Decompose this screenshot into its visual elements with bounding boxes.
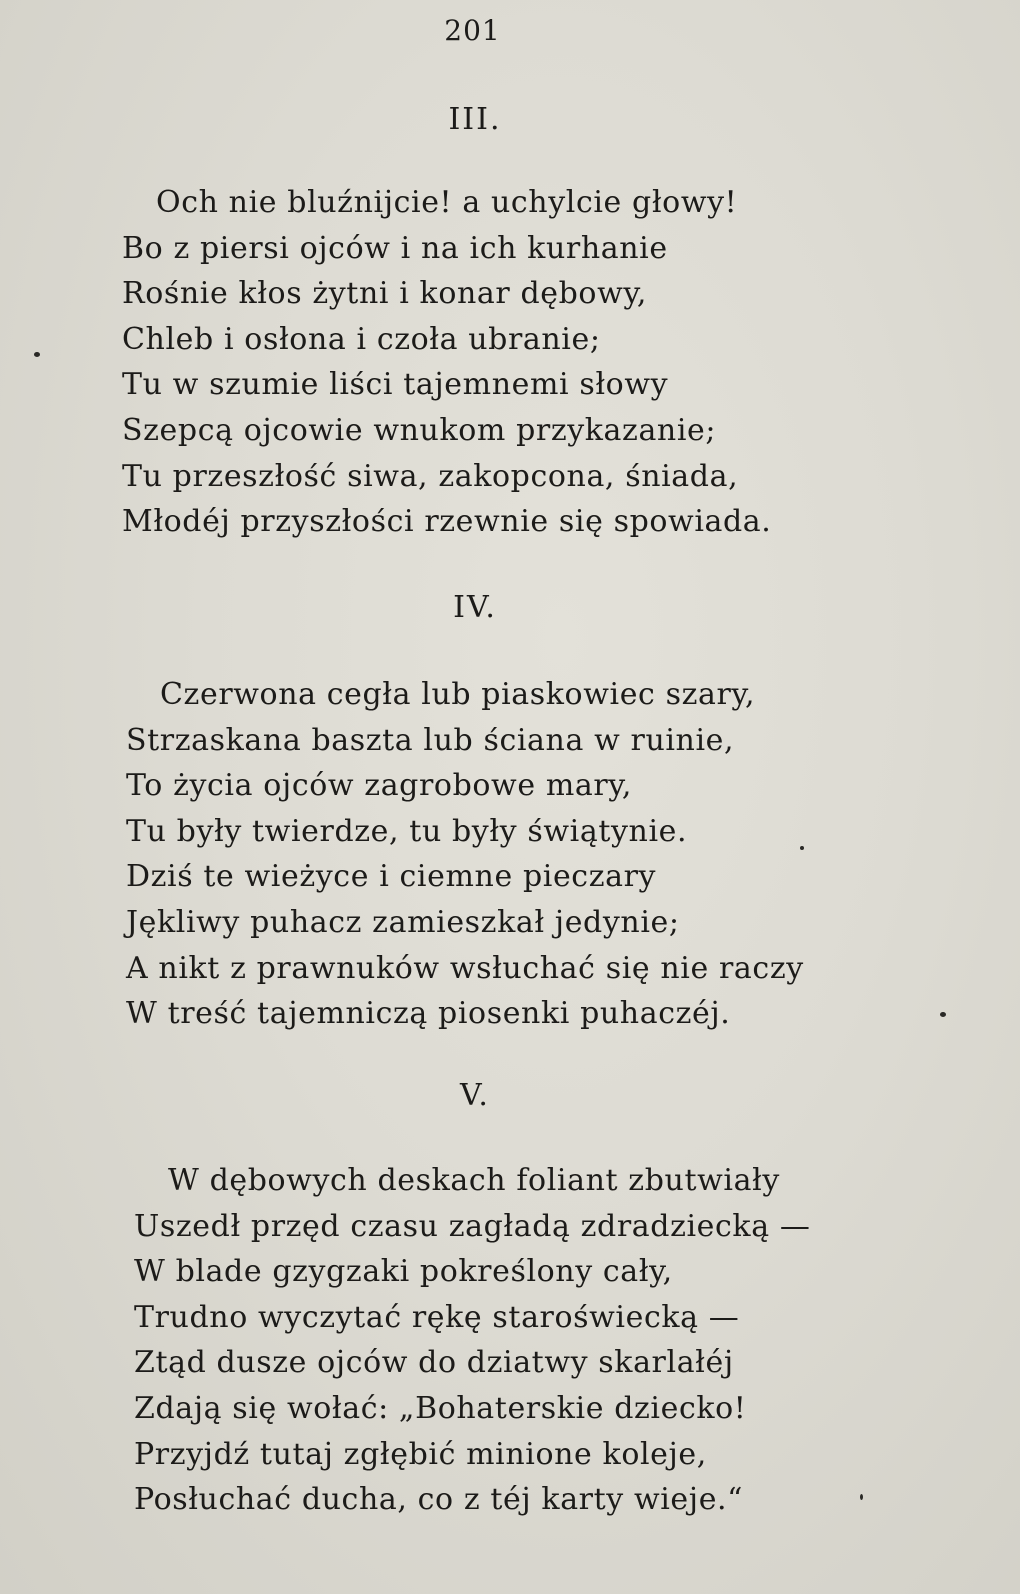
verse-line: Tu przeszłość siwa, zakopcona, śniada, <box>122 458 739 494</box>
verse-line: Chleb i osłona i czoła ubranie; <box>122 321 601 357</box>
ink-speck <box>34 352 40 357</box>
ink-speck <box>860 1494 863 1500</box>
verse-line: Rośnie kłos żytni i konar dębowy, <box>122 276 648 312</box>
verse-line: Uszedł przęd czasu zagładą zdradziecką — <box>134 1208 811 1244</box>
verse-line: Trudno wyczytać rękę staroświecką — <box>134 1299 740 1335</box>
verse-line: Posłuchać ducha, co z téj karty wieje.“ <box>134 1482 744 1518</box>
section-heading-iii: III. <box>448 102 502 137</box>
verse-line: To życia ojców zagrobowe mary, <box>126 768 632 804</box>
stanza-iii <box>122 180 771 545</box>
ink-speck <box>940 1012 946 1017</box>
verse-line: Strzaskana baszta lub ściana w ruinie, <box>126 722 735 758</box>
stanza-v <box>134 1158 810 1523</box>
verse-line: A nikt z prawnuków wsłuchać się nie raczy <box>126 950 804 986</box>
verse-line: Czerwona cegła lub piaskowiec szary, <box>160 677 756 712</box>
verse-line: Tu w szumie liści tajemnemi słowy <box>122 367 669 403</box>
verse-line: Ztąd dusze ojców do dziatwy skarlałéj <box>134 1345 734 1381</box>
verse-line: Tu były twierdze, tu były świątynie. <box>126 813 688 849</box>
verse-line: Młodéj przyszłości rzewnie się spowiada. <box>122 504 772 540</box>
verse-line: Och nie bluźnijcie! a uchylcie głowy! <box>156 185 738 220</box>
verse-line: W treść tajemniczą piosenki puhaczéj. <box>126 996 731 1032</box>
verse-line: Szepcą ojcowie wnukom przykazanie; <box>122 412 717 448</box>
section-heading-v: V. <box>460 1078 490 1113</box>
verse-line: Przyjdź tutaj zgłębić minione koleje, <box>134 1436 707 1472</box>
page-number: 201 <box>444 14 501 47</box>
verse-line: Jękliwy puhacz zamieszkał jedynie; <box>126 904 680 940</box>
verse-line: Zdają się wołać: „Bohaterskie dziecko! <box>134 1390 747 1426</box>
ink-speck <box>800 846 804 850</box>
verse-line: W blade gzygzaki pokreślony cały, <box>134 1254 673 1290</box>
verse-line: W dębowych deskach foliant zbutwiały <box>168 1163 780 1198</box>
stanza-iv <box>126 672 804 1037</box>
section-heading-iv: IV. <box>453 590 497 625</box>
verse-line: Dziś te wieżyce i ciemne pieczary <box>126 859 657 895</box>
verse-line: Bo z piersi ojców i na ich kurhanie <box>122 230 668 266</box>
